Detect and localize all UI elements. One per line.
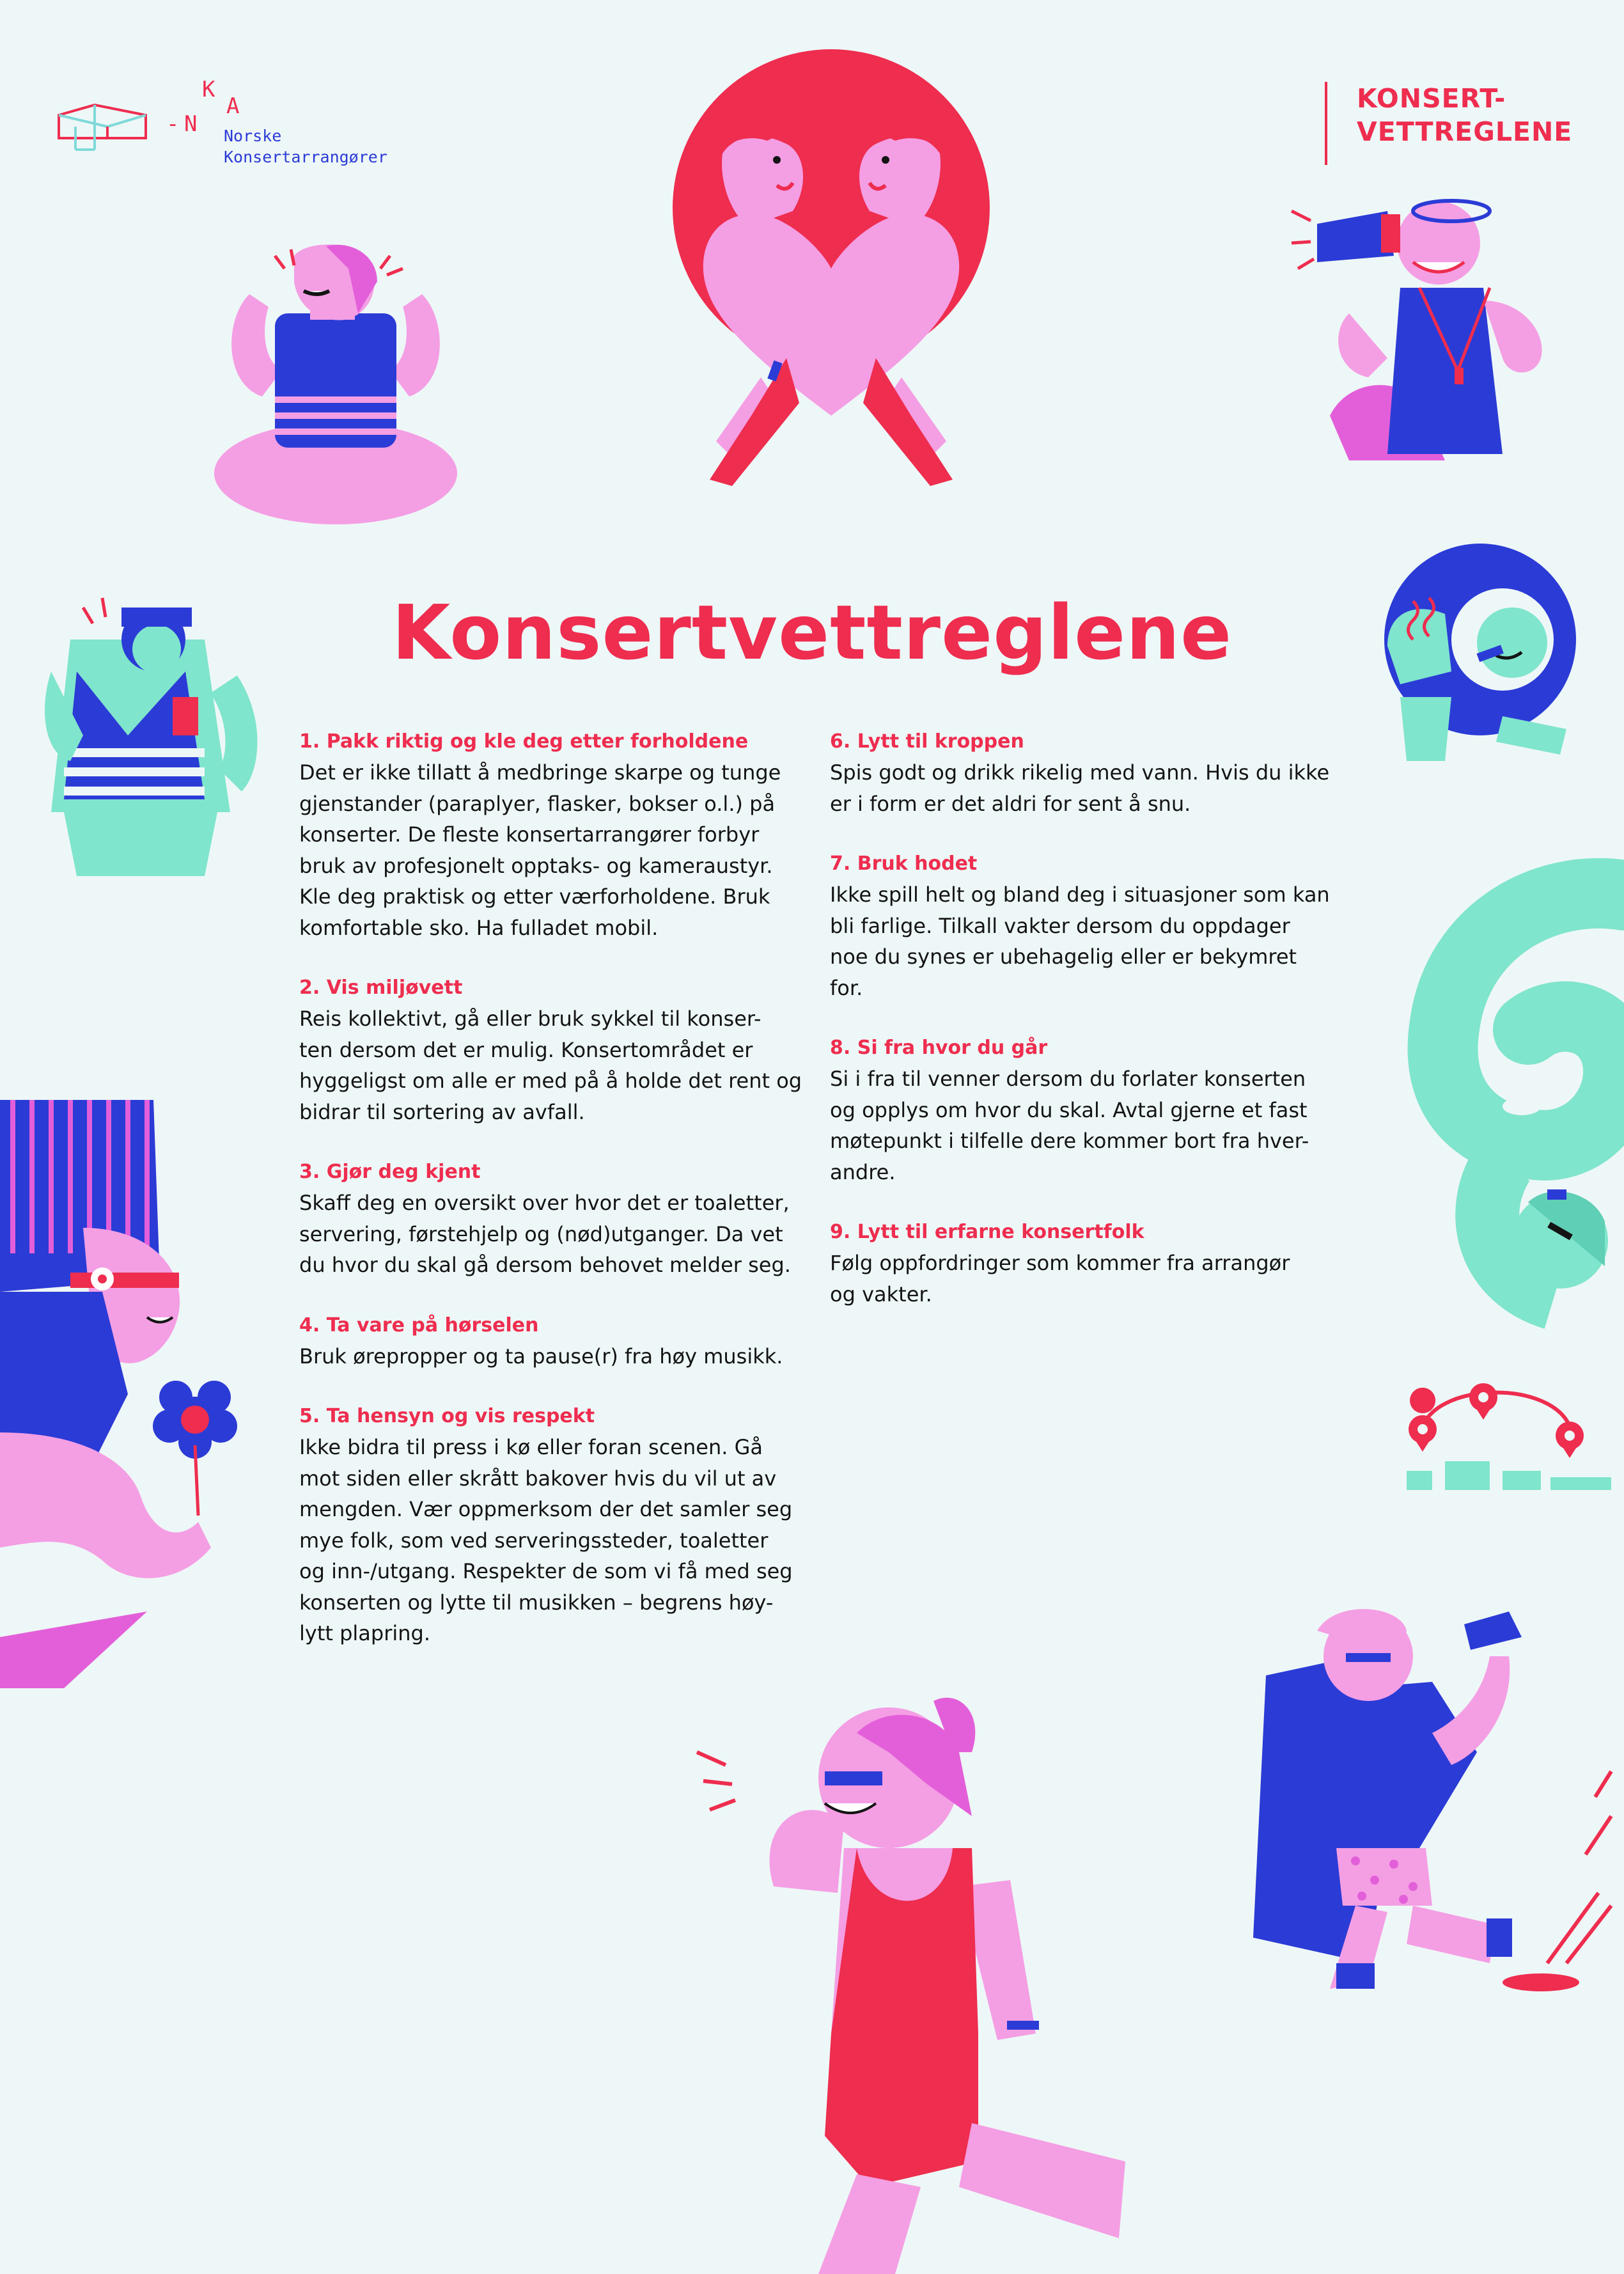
rule-line: bli farlige. Tilkall vakter dersom du oppdager [830, 913, 1290, 938]
rule-line: gjenstander (paraplyer, flasker, bokser o.l.) på [299, 791, 776, 816]
rule-line: Følg oppfordringer som kommer fra arrangør [830, 1251, 1290, 1275]
rule-line: Si i fra til venner dersom du forlater konserten [830, 1067, 1306, 1091]
rules-column-left [299, 726, 804, 1649]
rule-line: bruk av profesjonelt opptaks- og kameraustyr. [299, 853, 773, 878]
rule-item [830, 849, 1335, 1003]
tag-line: KONSERT- [1357, 83, 1506, 114]
rule-heading: 6. Lytt til kroppen [830, 730, 1024, 753]
rule-line: hyggeligst om alle er med på å holde det rent og [299, 1069, 802, 1093]
rule-line: møtepunkt i tilfelle dere kommer bort fra hver- [830, 1129, 1309, 1153]
megaphone-person-illustration [1292, 185, 1560, 467]
rule-item [299, 1310, 804, 1372]
rules-column-right [830, 726, 1335, 1310]
rule-item [830, 1217, 1335, 1310]
rule-heading: 8. Si fra hvor du går [830, 1037, 1048, 1059]
logo-letter: A [226, 93, 240, 119]
rule-line: ten dersom det er mulig. Konsertområdet er [299, 1037, 753, 1062]
rule-line: er i form er det aldri for sent å snu. [830, 791, 1191, 816]
nka-logo [56, 75, 414, 178]
heart-couple-illustration [639, 58, 1023, 499]
rule-line: og vakter. [830, 1282, 932, 1306]
logo-letter: - [166, 111, 180, 137]
rule-line: mengden. Vær oppmerksom der det samler seg [299, 1497, 793, 1521]
rule-heading: 3. Gjør deg kjent [299, 1161, 481, 1183]
rule-line: lytt plapring. [299, 1621, 431, 1645]
logo-mark-icon [56, 101, 152, 152]
rule-line: konserten og lytte til musikken – begrens høy- [299, 1590, 774, 1615]
rule-item [299, 1401, 804, 1649]
logo-org-line: Norske [224, 127, 282, 145]
rule-line: Spis godt og drikk rikelig med vann. Hvis du ikke [830, 760, 1330, 785]
ear-covering-woman-illustration [198, 243, 473, 524]
rule-heading: 2. Vis miljøvett [299, 976, 463, 999]
rule-item [299, 1157, 804, 1281]
rule-item [299, 973, 804, 1127]
rule-heading: 1. Pakk riktig og kle deg etter forholdene [299, 730, 749, 753]
rule-line: bidrar til sortering av avfall. [299, 1099, 585, 1124]
rule-line: mye folk, som ved serveringssteder, toaletter [299, 1528, 769, 1553]
rule-heading: 9. Lytt til erfarne konsertfolk [830, 1221, 1144, 1243]
rule-line: noe du synes er ubehagelig eller er bekymret [830, 945, 1297, 969]
rule-item [830, 1033, 1335, 1188]
rule-line: Kle deg praktisk og etter værforholdene. Bruk [299, 884, 770, 909]
rule-line: mot siden eller skrått bakover hvis du vil ut av [299, 1466, 777, 1491]
rule-line: Det er ikke tillatt å medbringe skarpe og tunge [299, 760, 781, 785]
rule-line: og opplys om hvor du skal. Avtal gjerne et fast [830, 1097, 1308, 1122]
logo-org-name [224, 125, 387, 168]
rule-line: Bruk ørepropper og ta pause(r) fra høy musikk. [299, 1344, 783, 1368]
rule-item [830, 726, 1335, 819]
map-pins-illustration [1403, 1388, 1614, 1490]
rule-line: Skaff deg en oversikt over hvor det er toaletter, [299, 1191, 790, 1215]
rule-heading: 4. Ta vare på hørselen [299, 1313, 539, 1337]
rule-line: Reis kollektivt, gå eller bruk sykkel til konser- [299, 1007, 761, 1031]
rule-line: Ikke spill helt og bland deg i situasjoner som kan [830, 882, 1330, 907]
rule-heading: 7. Bruk hodet [830, 852, 978, 875]
logo-letter: K [202, 77, 215, 102]
logo-letter: N [184, 111, 198, 137]
rule-heading: 5. Ta hensyn og vis respekt [299, 1405, 595, 1427]
flower-girl-illustration [0, 1100, 230, 1688]
rule-line: du hvor du skal gå dersom behovet melder seg. [299, 1253, 791, 1277]
rule-line: for. [830, 975, 863, 1000]
poster-tag [1325, 82, 1572, 165]
logo-org-line: Konsertarrangører [224, 148, 387, 166]
rule-line: Ikke bidra til press i kø eller foran scenen. Gå [299, 1435, 763, 1459]
rule-line: servering, førstehjelp og (nød)utganger. Da vet [299, 1221, 783, 1246]
dancer-illustration [678, 1675, 1125, 2274]
tag-line: VETTREGLENE [1357, 116, 1573, 147]
mint-swirl-illustration [1375, 857, 1624, 1381]
rule-line: andre. [830, 1159, 896, 1184]
caped-dancer-illustration [1240, 1605, 1611, 2002]
rule-item [299, 726, 804, 943]
rule-line: og inn-/utgang. Respekter de som vi få med seg [299, 1559, 793, 1583]
rule-line: komfortable sko. Ha fulladet mobil. [299, 915, 659, 940]
rule-line: konserter. De fleste konsertarrangører forbyr [299, 822, 760, 847]
page-title: Konsertvettreglene [391, 588, 1233, 677]
